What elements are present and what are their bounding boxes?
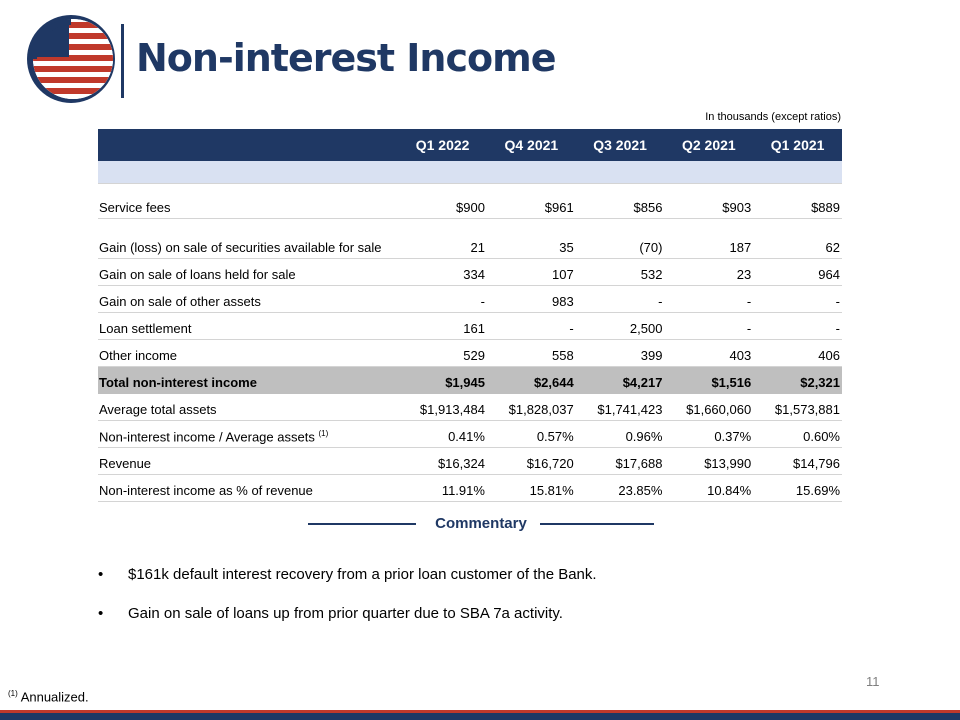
row-label-text: Loan settlement xyxy=(99,321,192,336)
table-cell: 0.60% xyxy=(753,421,842,448)
bullet-icon: • xyxy=(98,566,104,583)
table-cell: (70) xyxy=(576,219,665,259)
footer-blue-stripe xyxy=(0,713,960,720)
row-label-text: Gain (loss) on sale of securities available for sale xyxy=(99,240,382,255)
table-row xyxy=(98,448,842,475)
column-header: Q1 2021 xyxy=(753,129,842,161)
table-row xyxy=(98,367,842,394)
footnote-mark: (1) xyxy=(8,689,18,698)
row-label-text: Other income xyxy=(99,348,178,363)
spacer-row xyxy=(98,184,842,193)
table-cell: - xyxy=(664,313,753,340)
row-label-text: Gain on sale of other assets xyxy=(99,294,261,309)
table-cell: $14,796 xyxy=(753,448,842,475)
table-cell: $1,945 xyxy=(398,367,487,394)
table-row xyxy=(98,219,842,259)
sub-band-cell xyxy=(98,161,842,184)
bullet-text: $161k default interest recovery from a prior loan customer of the Bank. xyxy=(128,566,597,583)
commentary-heading-block xyxy=(308,514,654,534)
table-cell: $1,516 xyxy=(664,367,753,394)
row-label xyxy=(98,286,398,313)
title-accent-bar xyxy=(121,24,124,98)
table-row xyxy=(98,421,842,448)
column-header: Q1 2022 xyxy=(398,129,487,161)
flag-globe-logo-icon xyxy=(26,14,116,104)
list-item xyxy=(96,605,597,622)
table-cell: 0.41% xyxy=(398,421,487,448)
table-cell: $2,321 xyxy=(753,367,842,394)
table-cell: 10.84% xyxy=(664,475,753,502)
table-cell: 23 xyxy=(664,259,753,286)
table-cell: $900 xyxy=(398,192,487,219)
page-number: 11 xyxy=(866,674,880,689)
table-cell: 21 xyxy=(398,219,487,259)
table-cell: 15.69% xyxy=(753,475,842,502)
spacer-cell xyxy=(98,184,842,193)
commentary-rule-right xyxy=(540,523,654,525)
column-header: Q2 2021 xyxy=(664,129,753,161)
row-label xyxy=(98,367,398,394)
footnote-text: Annualized. xyxy=(20,689,89,705)
table-cell: $1,741,423 xyxy=(576,394,665,421)
table-cell: $1,913,484 xyxy=(398,394,487,421)
table-cell: 403 xyxy=(664,340,753,367)
row-label-text: Gain on sale of loans held for sale xyxy=(99,267,296,282)
column-header: Q3 2021 xyxy=(576,129,665,161)
row-label xyxy=(98,192,398,219)
row-label xyxy=(98,448,398,475)
table-row xyxy=(98,192,842,219)
table-cell: - xyxy=(487,313,576,340)
table-cell: - xyxy=(664,286,753,313)
table-cell: - xyxy=(398,286,487,313)
header-blank-cell xyxy=(98,129,398,161)
bullet-icon: • xyxy=(98,605,104,622)
row-label xyxy=(98,421,398,448)
row-label xyxy=(98,394,398,421)
table-cell: 23.85% xyxy=(576,475,665,502)
table-cell: - xyxy=(753,286,842,313)
table-cell: 107 xyxy=(487,259,576,286)
table-cell: $1,660,060 xyxy=(664,394,753,421)
row-label xyxy=(98,475,398,502)
table-cell: 334 xyxy=(398,259,487,286)
table-cell: $889 xyxy=(753,192,842,219)
table-cell: 406 xyxy=(753,340,842,367)
row-label xyxy=(98,340,398,367)
row-label xyxy=(98,259,398,286)
bullet-text: Gain on sale of loans up from prior quarter due to SBA 7a activity. xyxy=(128,605,563,622)
table-row xyxy=(98,313,842,340)
column-header: Q4 2021 xyxy=(487,129,576,161)
table-row xyxy=(98,475,842,502)
table-cell: $856 xyxy=(576,192,665,219)
row-label xyxy=(98,219,398,259)
table-cell: $2,644 xyxy=(487,367,576,394)
table-cell: 558 xyxy=(487,340,576,367)
table-cell: 187 xyxy=(664,219,753,259)
table-cell: $961 xyxy=(487,192,576,219)
table-cell: 529 xyxy=(398,340,487,367)
table-cell: 983 xyxy=(487,286,576,313)
table-cell: $1,573,881 xyxy=(753,394,842,421)
table-cell: 62 xyxy=(753,219,842,259)
table-cell: 399 xyxy=(576,340,665,367)
page-title: Non-interest Income xyxy=(136,36,556,80)
table-cell: 0.96% xyxy=(576,421,665,448)
row-label-text: Non-interest income as % of revenue xyxy=(99,483,313,498)
table-cell: $16,720 xyxy=(487,448,576,475)
row-label-text: Non-interest income / Average assets xyxy=(99,429,315,444)
row-label xyxy=(98,313,398,340)
table-cell: 0.37% xyxy=(664,421,753,448)
row-label-text: Revenue xyxy=(99,456,152,471)
table-row xyxy=(98,394,842,421)
table-cell: 2,500 xyxy=(576,313,665,340)
commentary-list xyxy=(96,566,597,644)
table-cell: $16,324 xyxy=(398,448,487,475)
units-note: In thousands (except ratios) xyxy=(705,111,841,123)
table-cell: 11.91% xyxy=(398,475,487,502)
table-cell: 15.81% xyxy=(487,475,576,502)
table-cell: $1,828,037 xyxy=(487,394,576,421)
table-row xyxy=(98,340,842,367)
row-label-text: Service fees xyxy=(99,200,171,215)
table-cell: 532 xyxy=(576,259,665,286)
table-cell: $13,990 xyxy=(664,448,753,475)
list-item xyxy=(96,566,597,583)
table-row xyxy=(98,286,842,313)
table-header-row xyxy=(98,129,842,161)
table-cell: 0.57% xyxy=(487,421,576,448)
table-cell: $903 xyxy=(664,192,753,219)
row-label-text: Average total assets xyxy=(99,402,217,417)
header-sub-band xyxy=(98,161,842,184)
table-row xyxy=(98,259,842,286)
table-cell: $4,217 xyxy=(576,367,665,394)
table-cell: 964 xyxy=(753,259,842,286)
table-cell: 35 xyxy=(487,219,576,259)
row-label-text: Total non-interest income xyxy=(99,375,257,390)
footnote xyxy=(8,689,89,704)
table-cell: 161 xyxy=(398,313,487,340)
footnote-mark: (1) xyxy=(318,428,329,438)
table-cell: $17,688 xyxy=(576,448,665,475)
table-cell: - xyxy=(753,313,842,340)
table-cell: - xyxy=(576,286,665,313)
commentary-heading: Commentary xyxy=(435,515,527,532)
financial-table xyxy=(98,129,842,502)
